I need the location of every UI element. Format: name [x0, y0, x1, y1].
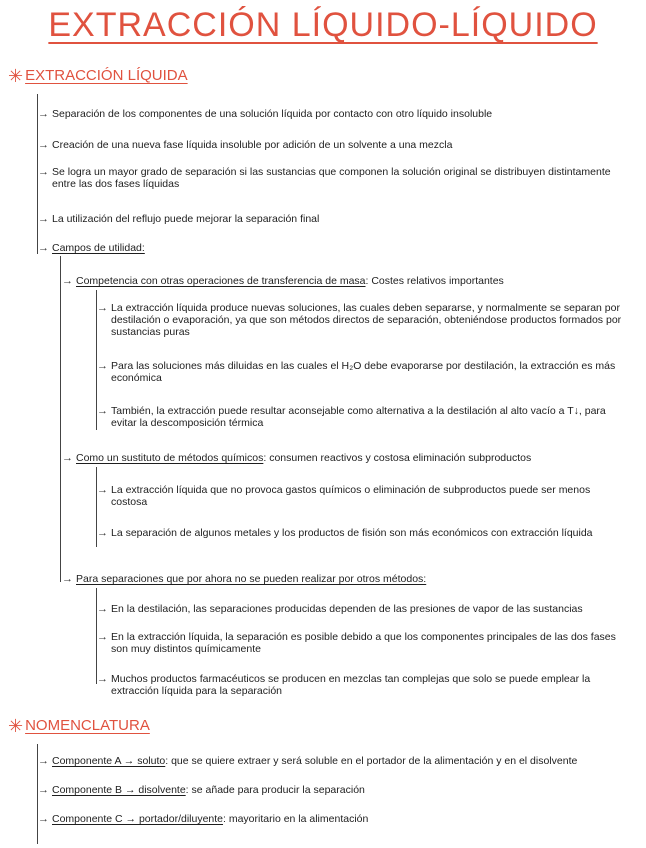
subheading-rest: : consumen reactivos y costosa eliminación subproductos [263, 452, 532, 464]
arrow-icon: → [97, 603, 108, 615]
component-label: Componente C → portador/diluyente [52, 813, 224, 825]
arrow-icon: → [97, 527, 108, 539]
list-item-text: Para las soluciones más diluidas en las cuales el H₂O debe evaporarse por destilación, la extracción es más económica [111, 360, 616, 384]
subheading-sustituto [62, 452, 632, 464]
arrow-icon: → [62, 275, 73, 287]
arrow-icon: → [97, 360, 108, 372]
list-item [38, 813, 634, 825]
list-item [38, 139, 628, 151]
arrow-icon: → [38, 213, 49, 225]
arrow-icon: → [38, 166, 49, 178]
arrow-icon: → [38, 784, 49, 796]
subheading-rest: : Costes relativos importantes [365, 275, 504, 287]
list-item-text: La separación de algunos metales y los productos de fisión son más económicos con extracción líquida [111, 527, 593, 539]
arrow-icon: → [97, 302, 108, 314]
arrow-icon: → [97, 673, 108, 685]
arrow-icon: → [62, 452, 73, 464]
list-item [97, 302, 627, 338]
list-item [97, 631, 627, 655]
list-item [97, 603, 627, 615]
component-rest: : se añade para producir la separación [185, 784, 365, 796]
list-item [97, 673, 627, 697]
arrow-icon: → [38, 813, 49, 825]
list-item [38, 213, 628, 225]
list-item-text: En la destilación, las separaciones producidas dependen de las presiones de vapor de las sustancias [111, 603, 583, 615]
list-item [97, 360, 627, 384]
tree-line [60, 256, 61, 582]
list-item-text: Muchos productos farmacéuticos se producen en mezclas tan complejas que solo se puede emplear la extracción líquida para la separación [111, 673, 591, 697]
list-item [38, 784, 634, 796]
list-item [97, 405, 627, 429]
campos-label [38, 242, 628, 254]
list-item-text: En la extracción líquida, la separación es posible debido a que los componentes principales de las dos fases son muy distintos químicamente [111, 631, 616, 655]
list-item [38, 108, 628, 120]
list-item-text: También, la extracción puede resultar aconsejable como alternativa a la destilación al alto vacío a T↓, para evitar la descomposición térmica [111, 405, 606, 429]
component-rest: : mayoritario en la alimentación [223, 813, 369, 825]
list-item-text: Separación de los componentes de una solución líquida por contacto con otro líquido insoluble [52, 108, 493, 120]
section-heading-extraccion [8, 66, 188, 87]
subheading-competencia [62, 275, 632, 287]
subheading-separaciones [62, 573, 632, 585]
list-item-text: Se logra un mayor grado de separación si las sustancias que componen la solución original se distribuyen distintamente entre las dos fases líquidas [52, 166, 611, 190]
arrow-icon: → [97, 484, 108, 496]
list-item-text: La extracción líquida que no provoca gastos químicos o eliminación de subproductos puede ser menos costosa [111, 484, 591, 508]
section-heading-text: NOMENCLATURA [25, 717, 150, 734]
component-label: Componente A → soluto [52, 755, 166, 767]
list-item-text: Creación de una nueva fase líquida insoluble por adición de un solvente a una mezcla [52, 139, 453, 151]
subheading-label: Para separaciones que por ahora no se pueden realizar por otros métodos: [76, 573, 427, 585]
section-heading-text: EXTRACCIÓN LÍQUIDA [25, 67, 188, 84]
asterisk-icon: ✳ [8, 716, 24, 736]
section-heading-nomenclatura [8, 716, 150, 737]
arrow-icon: → [62, 573, 73, 585]
page-title: EXTRACCIÓN LÍQUIDO-LÍQUIDO [48, 6, 598, 44]
arrow-icon: → [38, 755, 49, 767]
arrow-icon: → [97, 405, 108, 417]
list-item [38, 166, 628, 190]
arrow-icon: → [38, 108, 49, 120]
component-label: Componente B → disolvente [52, 784, 186, 796]
list-item [38, 755, 634, 767]
arrow-icon: → [38, 139, 49, 151]
asterisk-icon: ✳ [8, 66, 24, 86]
subheading-label: Competencia con otras operaciones de transferencia de masa [76, 275, 366, 287]
arrow-icon: → [97, 631, 108, 643]
list-item [97, 527, 627, 539]
campos-label-text: Campos de utilidad: [52, 242, 145, 254]
subheading-label: Como un sustituto de métodos químicos [76, 452, 264, 464]
list-item [97, 484, 627, 508]
arrow-icon: → [38, 242, 49, 254]
list-item-text: La extracción líquida produce nuevas soluciones, las cuales deben separarse, y normalmente se separan por destilación o evaporación, ya que son métodos directos de separación, obteniéndose productos formados por sustancias puras [111, 302, 622, 338]
component-rest: : que se quiere extraer y será soluble en el portador de la alimentación y en el disolvente [165, 755, 578, 767]
list-item-text: La utilización del reflujo puede mejorar la separación final [52, 213, 320, 225]
